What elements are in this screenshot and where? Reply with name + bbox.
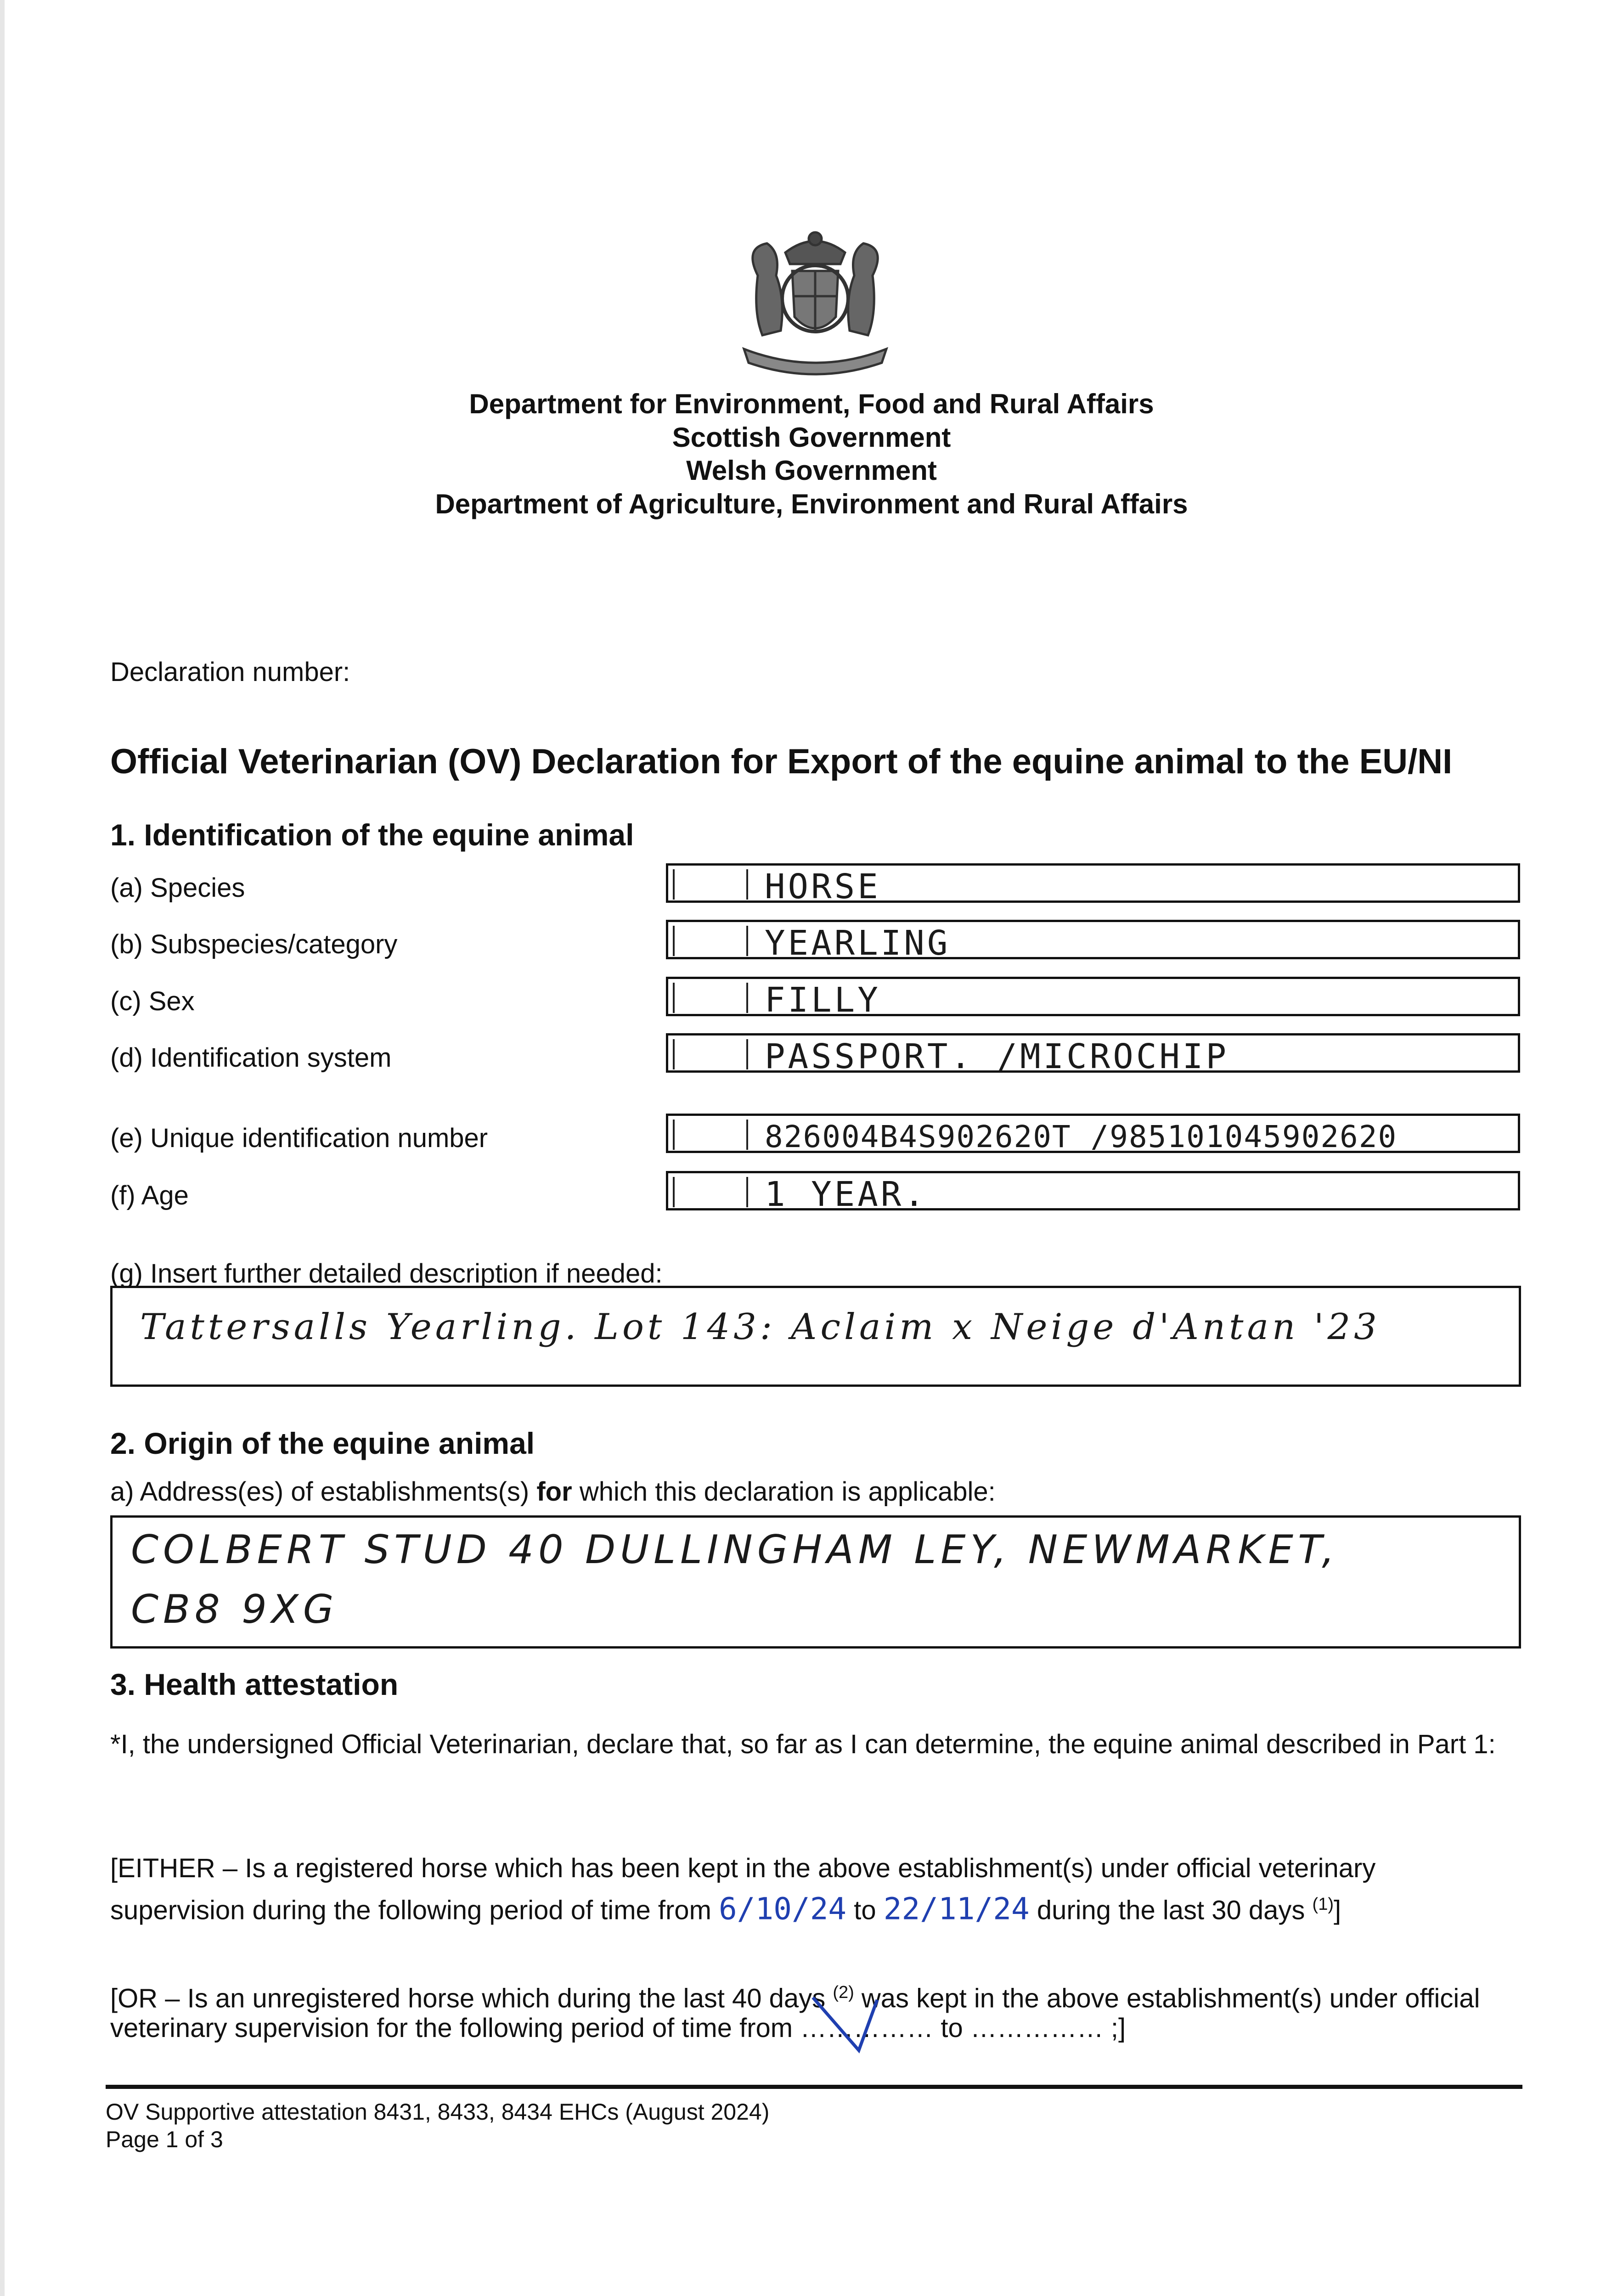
address-label-pre: a) Address(es) of establishments(s) xyxy=(110,1477,530,1507)
footer-rule xyxy=(106,2085,1522,2089)
sex-field[interactable] xyxy=(666,977,1520,1020)
subspecies-value: YEARLING xyxy=(765,923,951,963)
field-marker xyxy=(746,1120,748,1150)
either-text-b: during the last 30 days xyxy=(1037,1895,1305,1925)
field-marker xyxy=(673,926,675,956)
subspecies-field[interactable] xyxy=(666,920,1520,963)
section-2-title: 2. Origin of the equine animal xyxy=(110,1426,535,1460)
field-marker xyxy=(673,1120,675,1150)
either-to-date[interactable]: 22/11/24 xyxy=(883,1891,1030,1927)
declaration-number-label: Declaration number: xyxy=(110,657,350,687)
unique-id-field[interactable] xyxy=(666,1114,1520,1153)
identification-system-field[interactable] xyxy=(666,1033,1520,1076)
either-line-2 xyxy=(110,1886,1520,1928)
further-description-value: Tattersalls Yearling. Lot 143: Aclaim x Neige d'Antan '23 xyxy=(140,1306,1381,1348)
section-3-title: 3. Health attestation xyxy=(110,1667,399,1701)
strike-out-mark xyxy=(808,1993,882,2057)
address-label-post: which this declaration is applicable: xyxy=(579,1477,996,1507)
field-marker xyxy=(746,869,748,900)
species-label: (a) Species xyxy=(110,873,245,903)
subspecies-label: (b) Subspecies/category xyxy=(110,929,398,959)
either-to-word: to xyxy=(854,1895,876,1925)
either-close: ] xyxy=(1334,1895,1341,1925)
page-title: Official Veterinarian (OV) Declaration for Export of the equine animal to the EU/NI xyxy=(110,742,1453,781)
section-1-title: 1. Identification of the equine animal xyxy=(110,818,634,852)
field-marker xyxy=(746,1039,748,1069)
field-marker xyxy=(673,1039,675,1069)
field-marker xyxy=(673,1177,675,1207)
address-label-bold: for xyxy=(536,1477,572,1507)
age-value: 1 YEAR. xyxy=(765,1175,927,1214)
identification-system-label: (d) Identification system xyxy=(110,1043,392,1073)
agency-line-3: Welsh Government xyxy=(686,455,937,486)
sex-label: (c) Sex xyxy=(110,986,195,1016)
field-marker xyxy=(673,983,675,1013)
field-marker xyxy=(746,1177,748,1207)
unique-id-label: (e) Unique identification number xyxy=(110,1123,488,1153)
further-description-label: (g) Insert further detailed description if needed: xyxy=(110,1259,663,1289)
identification-system-value: PASSPORT. /MICROCHIP xyxy=(765,1037,1229,1076)
or-text-a: [OR – Is an unregistered horse which during the last 40 days xyxy=(110,1983,826,2014)
field-marker xyxy=(746,926,748,956)
footer-attestation: OV Supportive attestation 8431, 8433, 8434 EHCs (August 2024) xyxy=(106,2099,770,2125)
either-from-date[interactable]: 6/10/24 xyxy=(719,1891,847,1927)
field-marker xyxy=(746,983,748,1013)
address-line-2: CB8 9XG xyxy=(131,1587,338,1632)
age-label: (f) Age xyxy=(110,1181,189,1210)
either-line-1: [EITHER – Is a registered horse which has been kept in the above establishment(s) under official veterinary xyxy=(110,1853,1376,1883)
either-footnote: (1) xyxy=(1312,1895,1334,1914)
further-description-field[interactable] xyxy=(110,1286,1521,1387)
agency-line-2: Scottish Government xyxy=(672,422,951,453)
health-intro: *I, the undersigned Official Veterinarian, declare that, so far as I can determine, the equine animal described in Part 1: xyxy=(110,1729,1496,1759)
species-value: HORSE xyxy=(765,867,881,906)
field-marker xyxy=(673,869,675,900)
either-text-a: supervision during the following period of time from xyxy=(110,1895,711,1925)
address-line-1: COLBERT STUD 40 DULLINGHAM LEY, NEWMARKET, xyxy=(131,1527,1339,1573)
unique-id-value: 826004B4S902620T /985101045902620 xyxy=(765,1119,1398,1154)
address-field[interactable] xyxy=(110,1515,1521,1649)
age-field[interactable] xyxy=(666,1171,1520,1214)
or-footnote: (2) xyxy=(833,1983,854,2002)
address-label xyxy=(110,1476,996,1507)
species-field[interactable] xyxy=(666,863,1520,906)
or-text-b: was kept in the above establishment(s) under official xyxy=(861,1983,1480,2014)
agency-line-1: Department for Environment, Food and Rural Affairs xyxy=(469,388,1154,419)
sex-value: FILLY xyxy=(765,980,881,1020)
scan-edge xyxy=(0,0,5,2296)
royal-coat-of-arms-icon xyxy=(716,220,914,386)
footer-page-number: Page 1 of 3 xyxy=(106,2127,223,2152)
or-line-2: veterinary supervision for the following period of time from …………… to …………… ;] xyxy=(110,2013,1126,2043)
agency-line-4: Department of Agriculture, Environment and Rural Affairs xyxy=(435,489,1188,519)
